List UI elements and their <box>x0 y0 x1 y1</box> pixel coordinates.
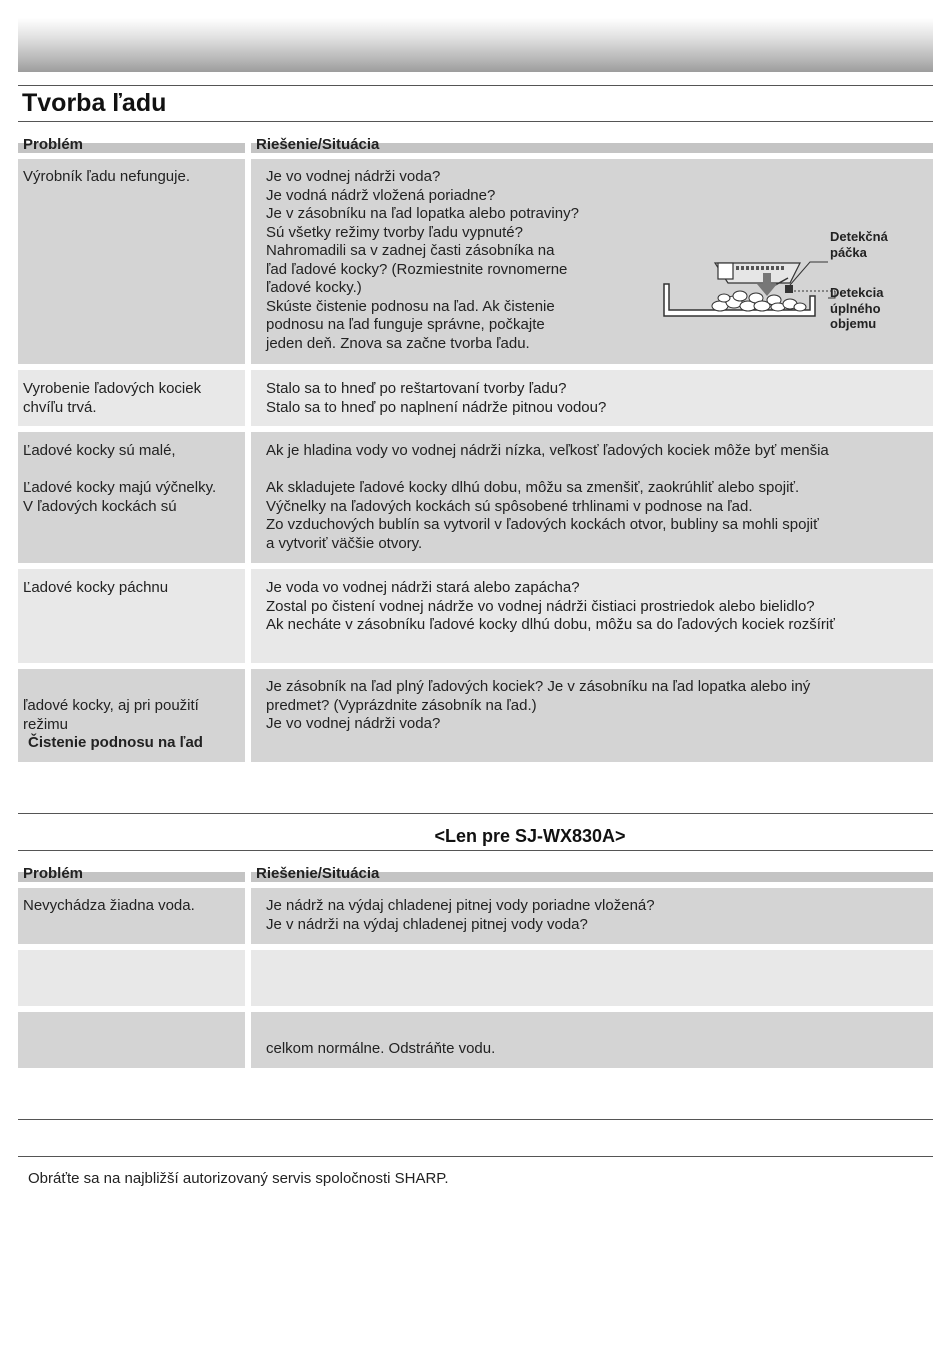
ice-maker-diagram <box>660 228 935 338</box>
problem-text: Nevychádza žiadna voda. <box>23 897 195 914</box>
problem-text: Ľadové kocky sú malé, Ľadové kocky majú výčnelky. V ľadových kockách sú <box>23 442 217 515</box>
section-title: Tvorba ľadu <box>22 89 167 117</box>
problem-text: Vyrobenie ľadových kociek chvíľu trvá. <box>23 380 202 416</box>
full-detection-label: Detekcia úplného objemu <box>830 285 884 331</box>
column-header-solution: Riešenie/Situácia <box>256 136 380 153</box>
problem-text: Výrobník ľadu nefunguje. <box>23 168 190 185</box>
divider <box>18 1156 933 1157</box>
detection-lever-label: Detekčná páčka <box>830 229 888 260</box>
solution-text: Je voda vo vodnej nádrži stará alebo zapácha? Zostal po čistení vodnej nádrže vo vodnej nádrži čistiaci prostriedok alebo bielidlo? Ak necháte v zásobníku ľadové kocky dlhú dobu, môžu sa do ľadových kociek rozšíriť <box>266 579 835 633</box>
solution-text: Je vo vodnej nádrži voda? Je vodná nádrž vložená poriadne? Je v zásobníku na ľad lopatka alebo potraviny? Sú všetky režimy tvorby ľadu vypnuté? Nahromadili sa v zadnej časti zásobníka na ľad ľadové kocky? (Rozmiestnite rovnomerne ľadové kocky.) Skúste čistenie podnosu na ľad. Ak čistenie podnosu na ľad funguje správne, počkajte jeden deň. Znova sa začne tvorba ľadu. <box>266 168 579 352</box>
problem-text: Ľadové kocky páchnu <box>23 579 169 596</box>
solution-text: Je zásobník na ľad plný ľadových kociek? Je v zásobníku na ľad lopatka alebo iný predmet? (Vyprázdnite zásobník na ľad.) Je vo vodnej nádrži voda? <box>266 678 811 732</box>
column-header-solution: Riešenie/Situácia <box>256 865 380 882</box>
divider <box>18 85 933 86</box>
table-row-problem-cell <box>18 1012 245 1068</box>
divider <box>18 813 933 814</box>
column-header-problem: Problém <box>23 136 84 153</box>
column-header-problem: Problém <box>23 865 84 882</box>
divider <box>18 1119 933 1120</box>
solution-text: Stalo sa to hneď po reštartovaní tvorby ľadu? Stalo sa to hneď po naplnení nádrže pitnou vodou? <box>266 380 607 416</box>
solution-text: Je nádrž na výdaj chladenej pitnej vody poriadne vložená? Je v nádrži na výdaj chladenej pitnej vody voda? <box>266 897 655 933</box>
table-row-problem-cell <box>18 159 245 364</box>
divider <box>18 850 933 851</box>
solution-text: celkom normálne. Odstráňte vodu. <box>266 1040 496 1057</box>
divider <box>18 121 933 122</box>
service-contact-text: Obráťte sa na najbližší autorizovaný servis spoločnosti SHARP. <box>28 1170 449 1187</box>
solution-text: Ak je hladina vody vo vodnej nádrži nízka, veľkosť ľadových kociek môže byť menšia Ak skladujete ľadové kocky dlhú dobu, môžu sa zmenšiť, zaokrúhliť alebo spojiť. Výčnelky na ľadových kockách sú spôsobené trhlinami v podnose na ľad. Zo vzduchových bublín sa vytvoril v ľadových kockách otvor, bubliny sa mohli spojiť a vytvoriť väčšie otvory. <box>266 442 829 552</box>
problem-bold-text: Čistenie podnosu na ľad <box>28 734 203 751</box>
problem-text: ľadové kocky, aj pri použití režimu Čistenie podnosu na ľad <box>23 697 203 751</box>
header-gradient-band <box>18 18 933 72</box>
table-row-solution-cell <box>251 950 933 1006</box>
ice-bin-illustration <box>660 228 935 338</box>
table-row-problem-cell <box>18 950 245 1006</box>
model-subtitle: <Len pre SJ-WX830A> <box>434 826 626 846</box>
